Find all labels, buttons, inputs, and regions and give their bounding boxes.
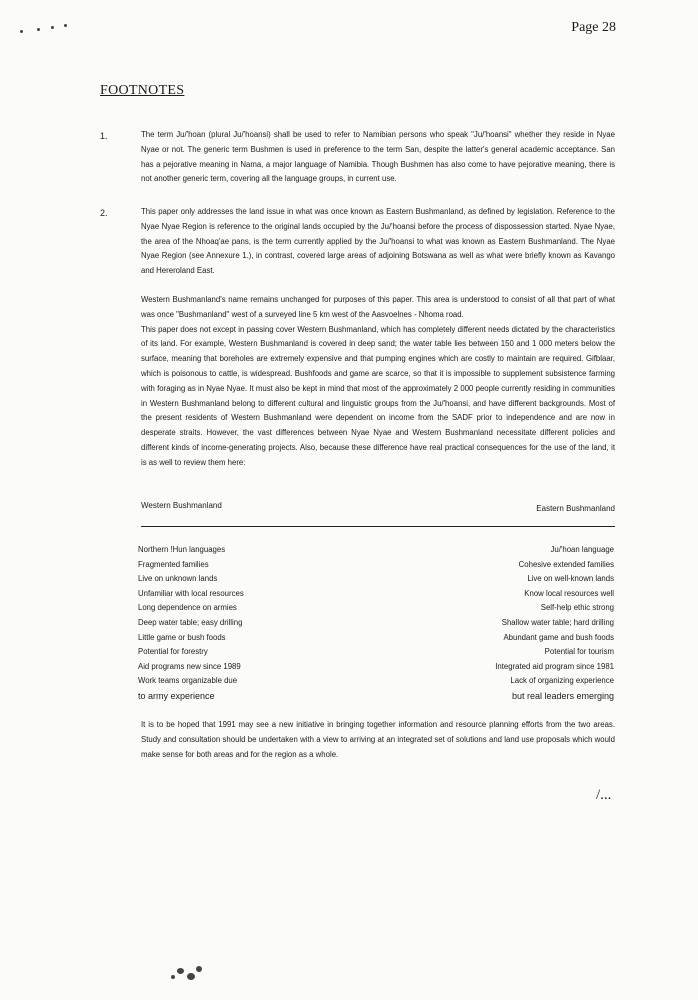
footnote-2-paragraph-2: Western Bushmanland's name remains unchanged for purposes of this paper. This area is understood to consist of all that part of what was once "Bushmanland" west of a surveyed line 5 km west of the Aasvoelnes - Nhoma road. [141,294,615,319]
list-item: to army experience [138,690,215,701]
continuation-mark: /... [596,787,612,803]
list-item: Potential for tourism [544,647,614,657]
footnote-2-paragraph-1: This paper only addresses the land issue in what was once known as Eastern Bushmanland, as defined by legislation. Reference to the Nyae Nyae Region is reference to the original lands occupied by the Ju/'hoansi before the process of dispossession started. Nyae Nyae, the area of the Nhoaq'ae pans, is the term currently applied by the Ju/'hoansi to what was known as Eastern Bushmanland. The Nyae Nyae Region (see Annexure 1.), in contrast, covered large areas of adjoining Botswana as well as what were briefly known as Kavango and Hereroland East. [141,207,615,276]
list-item: Unfamiliar with local resources [138,588,244,598]
list-item: Self-help ethic strong [540,603,614,613]
scan-speck [37,28,40,31]
list-item: Live on well-known lands [527,574,614,584]
list-item: Live on unknown lands [138,574,218,584]
list-item: Cohesive extended families [518,559,614,569]
scan-speck [64,24,67,27]
footnotes-heading: FOOTNOTES [100,83,185,98]
list-item: Potential for forestry [138,647,208,657]
list-item: Deep water table; easy drilling [138,617,243,627]
list-item: Long dependence on armies [138,603,237,613]
list-item: Lack of organizing experience [510,676,614,686]
list-item: Know local resources well [524,588,614,598]
closing-paragraph [141,718,615,762]
scan-speck [177,968,184,974]
list-item: Aid programs new since 1989 [138,661,241,671]
footnote-1-paragraph: The term Ju/'hoan (plural Ju/'hoansi) shall be used to refer to Namibian persons who speak "Ju/'hoansi" whether they reside in Nyae Nyae or not. The generic term Bushmen is used in preference to the term San, despite the latter's general academic acceptance. San has a pejorative meaning in Nama, a major language of Namibia. Though Bushmen has also come to have pejorative meaning, there is not another generic term, covering all the language groups, in current use. [141,130,615,184]
scan-speck [171,975,175,979]
comparison-divider [141,526,615,527]
closing-paragraph-text: It is to be hoped that 1991 may see a new initiative in bringing together information and resource planning efforts from the two areas. Study and consultation should be undertaken with a view to arriving at an integrated set of solutions and land use proposals which would make sense for both areas and for the region as a whole. [141,720,615,759]
list-item: Shallow water table; hard drilling [501,617,614,627]
page-number: Page 28 [571,20,616,35]
list-item: Fragmented families [138,559,209,569]
scan-speck [51,26,54,29]
comparison-left-header: Western Bushmanland [141,501,222,510]
footnote-2 [141,205,615,471]
footnote-number-1: 1. [100,131,108,141]
list-item: Integrated aid program since 1981 [495,661,614,671]
list-item: Ju/'hoan language [550,545,614,554]
comparison-right-header: Eastern Bushmanland [536,504,615,513]
scan-speck [196,966,202,972]
footnote-2-paragraph-3: This paper does not except in passing cover Western Bushmanland, which has completely different needs dictated by the characteristics of its land. For example, Western Bushmanland is covered in deep sand; the water table lies between 150 and 1 000 meters below the surface, meaning that boreholes are extremely expensive and that pumping engines which are costly to maintain are required. Gifblaar, which is poisonous to cattle, is widespread. Bushfoods and game are scarce, so that it is impossible to supplement subsistence farming with foraging as in Nyae Nyae. It must also be kept in mind that most of the approximately 2 000 people currently residing in communities in Western Bushmanland belong to different cultural and linguistic groups from the Ju/'hoansi, and have different backgrounds. Most of the present residents of Western Bushmanland were dependent on income from the SADF prior to independence and are now in desperate straits. However, the vast differences between Nyae Nyae and Western Bushmanland necessitate different policies and different kinds of income-generating projects. Also, because these difference have real practical consequences for the use of the land, it is as well to review them here: [141,324,615,467]
eastern-bushmanland-list [414,543,614,704]
list-item: Abundant game and bush foods [503,632,614,642]
footnote-number-2: 2. [100,208,108,218]
list-item: Little game or bush foods [138,632,226,642]
scan-speck [20,30,23,33]
list-item: but real leaders emerging [511,690,614,701]
list-item: Work teams organizable due [138,676,238,686]
western-bushmanland-list [138,543,338,704]
scan-speck [187,973,195,980]
list-item: Northern !Hun languages [138,545,226,554]
footnote-1 [141,128,615,187]
